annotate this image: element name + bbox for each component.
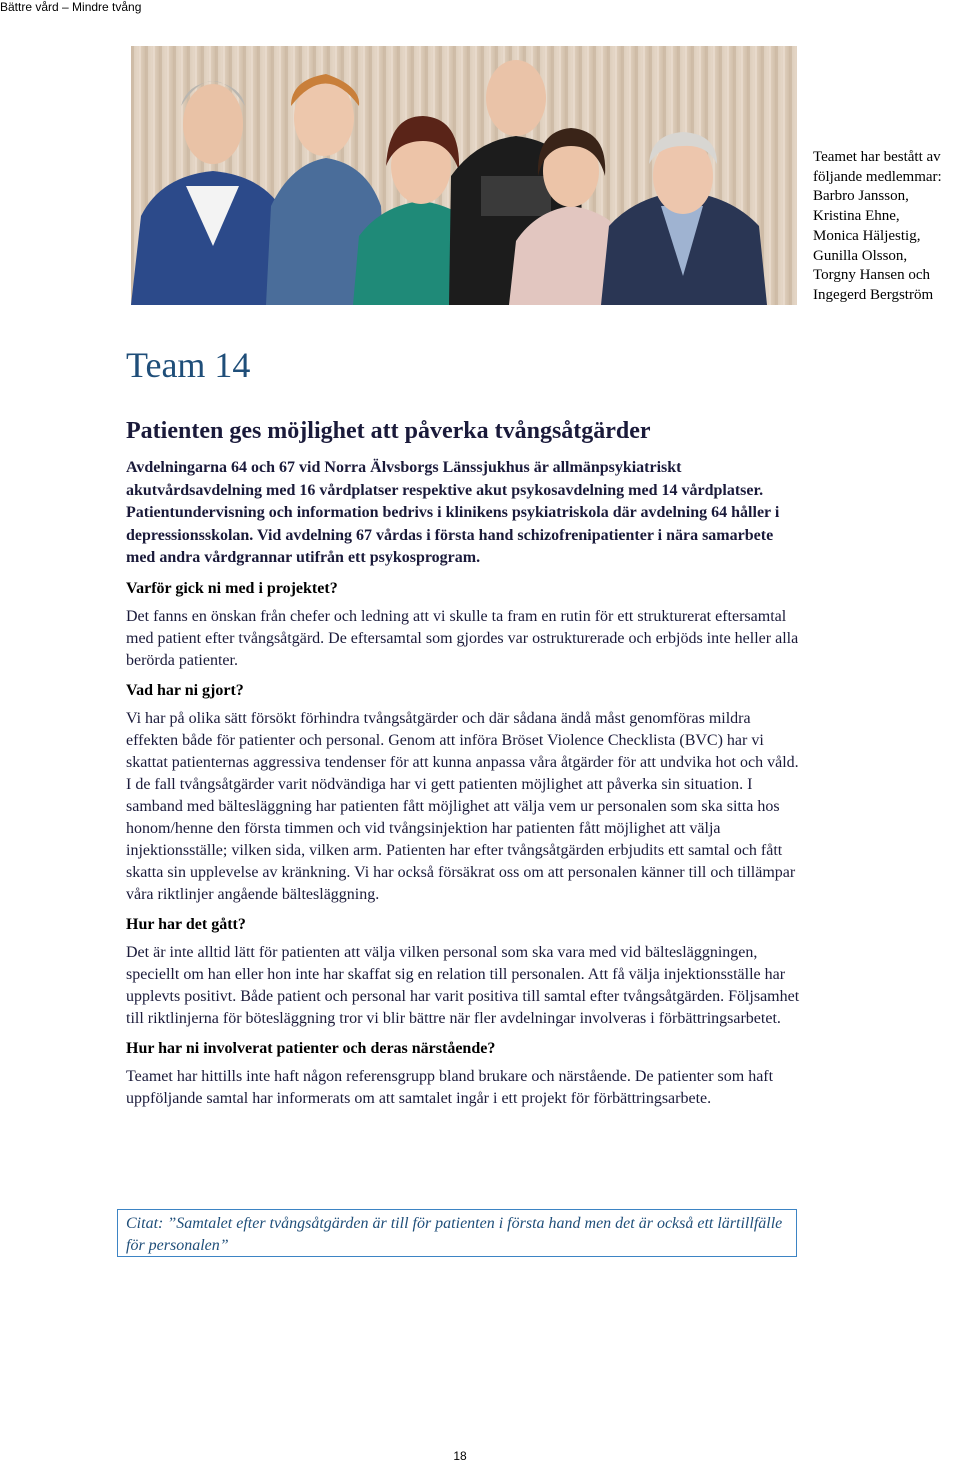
section-heading-involved: Hur har ni involverat patienter och deras närstående? xyxy=(126,1039,496,1057)
page-number: 18 xyxy=(453,1449,467,1463)
section-text-involved: Teamet har hittills inte haft någon referensgrupp bland brukare och närstående. De patienter som haft uppföljande samtal har informerats om att samtalet ingår i ett projekt för förbättringsarbete. xyxy=(126,1067,774,1107)
caption-line: följande medlemmar: xyxy=(813,168,942,185)
section-heading-what: Vad har ni gjort? xyxy=(126,681,244,699)
section-heading-how-went: Hur har det gått? xyxy=(126,915,246,933)
team-photo xyxy=(131,46,797,305)
caption-line: Teamet har bestått av xyxy=(813,149,941,165)
section-text-why: Det fanns en önskan från chefer och ledning att vi skulle ta fram en rutin för ett strukturerat eftersamtal med patient efter tvångsåtgärd. De eftersamtal som gjordes var ostrukturerade och erbjöds inte heller alla berörda patienter. xyxy=(126,607,799,669)
caption-line: Barbro Jansson, xyxy=(813,188,909,205)
intro-paragraph: Avdelningarna 64 och 67 vid Norra Älvsborgs Länssjukhus är allmänpsykiatriskt akutvårdsavdelning med 16 vårdplatser respektive akut psykosavdelning med 14 vårdplatser. Patientundervisning och information bedrivs i klinikens psykiatriskola där avdelning 64 håller i depressionsskolan. Vid avdelning 67 vårdas i första hand schizofrenipatienter i nära samarbete med andra vårdgrannar utifrån ett psykosprogram. xyxy=(126,459,780,567)
section-text-how-went: Det är inte alltid lätt för patienten att välja vilken personal som ska vara med vid bältesläggningen, speciellt om han eller hon inte har skaffat sig en relation till personalen. Att få välja injektionsställe har upplevts positivt. Både patient och personal har varit positiva till samtal efter tvångsåtgärden. Följsamhet till riktlinjerna för bötesläggning tror vi blir bättre när fler avdelningar involveras i förbättringsarbetet. xyxy=(126,943,800,1027)
caption-line: Ingegerd Bergström xyxy=(813,286,934,303)
photo-caption xyxy=(813,148,960,306)
team-title: Team 14 xyxy=(126,345,251,385)
caption-line: Kristina Ehne, xyxy=(813,208,900,225)
caption-line: Gunilla Olsson, xyxy=(813,247,908,264)
main-heading: Patienten ges möjlighet att påverka tvångsåtgärder xyxy=(126,418,651,444)
caption-line: Monica Häljestig, xyxy=(813,227,921,244)
article-body xyxy=(126,416,806,1118)
caption-line: Torgny Hansen och xyxy=(813,267,930,284)
section-text-what: Vi har på olika sätt försökt förhindra tvångsåtgärder och där sådana ändå måst genomföras mildra effekten både för patienter och personal. Genom att införa Bröset Violence Checklista (BVC) har vi skattat patienternas aggressiva tendenser för att kunna anpassa våra åtgärder för att undvika hot och våld. I de fall tvångsåtgärder varit nödvändiga har vi gett patienten möjlighet att påverka sin situation. I samband med bältesläggning har patienten fått möjlighet att välja vem ur personalen som ska sitta hos honom/henne den första timmen och vid tvångsinjektion har patienten fått möjlighet att välja injektionsställe; vilken sida, vilken arm. Patienten har efter tvångsåtgärden erbjudits ett samtal och fått skatta sin upplevelse av kränkning. Vi har också försäkrat oss om att personalen känner till och tillämpar våra riktlinjer angående bältesläggning. xyxy=(126,709,799,903)
team-photo-illustration xyxy=(131,46,797,305)
quote-box: Citat: ”Samtalet efter tvångsåtgärden är till för patienten i första hand men det är också ett lärtillfälle för personalen” xyxy=(117,1209,797,1257)
section-heading-why: Varför gick ni med i projektet? xyxy=(126,579,338,597)
running-header: Bättre vård – Mindre tvång xyxy=(0,0,142,14)
